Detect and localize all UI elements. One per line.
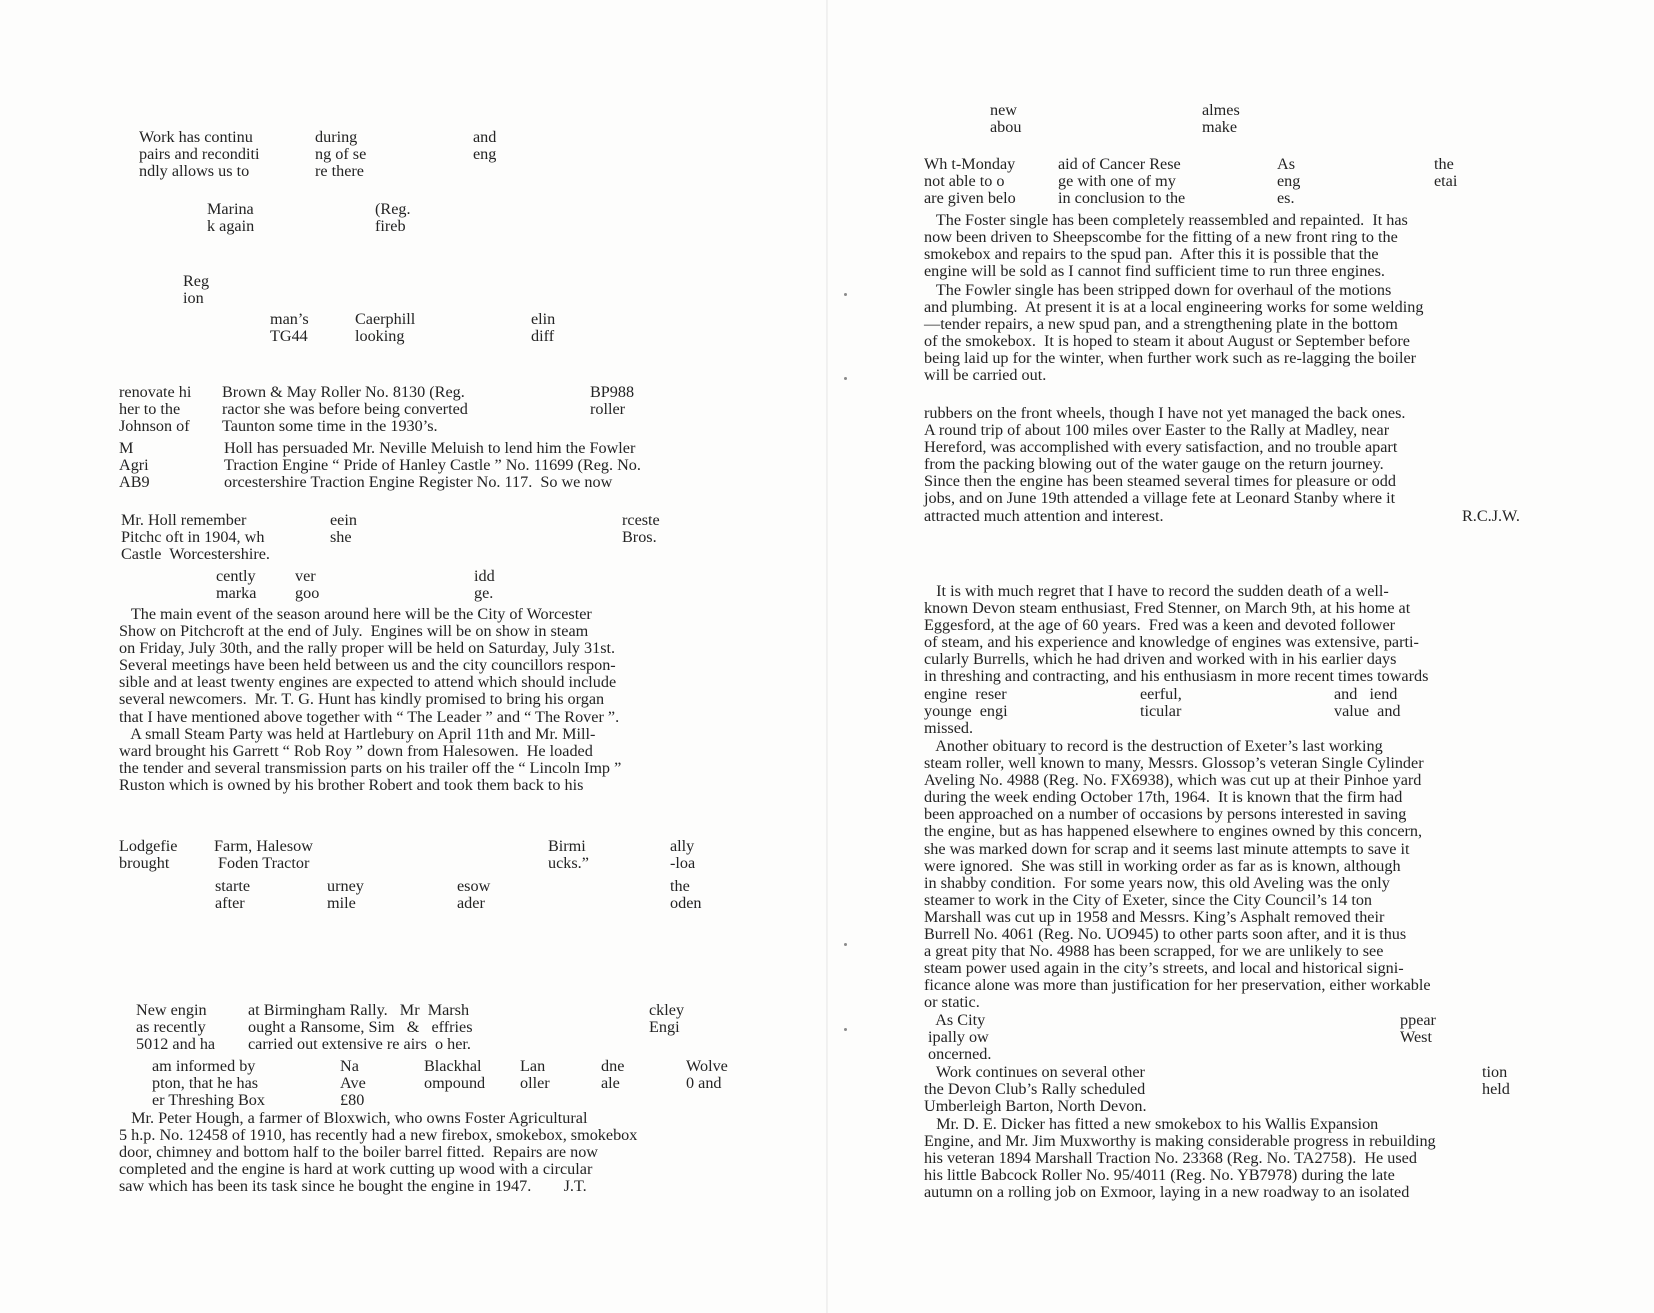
paragraph: Mr. Peter Hough, a farmer of Bloxwich, who owns Foster Agricultural 5 h.p. No. 12458 of 1910, has recently had a new firebox, smokebox, smokebox door, chimney and bottom half to the boiler barrel fitted. Repairs are now completed and the engine is hard at work cutting up wood with a circular saw which has been its task since he bought the engine in 1947. J.T. bbox=[119, 1109, 638, 1196]
text-fragment: the etai bbox=[1434, 155, 1458, 191]
text-fragment: Lan oller bbox=[520, 1057, 550, 1093]
text-fragment: As eng es. bbox=[1277, 155, 1301, 208]
text-fragment: dne ale bbox=[601, 1057, 625, 1093]
paragraph: The main event of the season around here will be the City of Worcester Show on Pitchcroft at the end of July. Engines will be on show in steam on Friday, July 30th, and the rally proper will be held on Saturday, July 31st. Several meetings have been held between us and the city councillors respon- sible and at least twenty engines are expected to attend which should include several newcomers. Mr. T. G. Hunt has kindly promised to bring his organ that I have mentioned above together with “ The Leader ” and “ The Rover ”. bbox=[119, 605, 620, 726]
text-fragment: ppear West bbox=[1400, 1011, 1436, 1047]
page-dot bbox=[844, 293, 847, 296]
text-fragment: new abou bbox=[990, 101, 1022, 137]
text-fragment: during ng of se re there bbox=[315, 128, 367, 181]
signature-initials: R.C.J.W. bbox=[1462, 507, 1520, 525]
text-fragment: ally -loa bbox=[670, 837, 696, 873]
paragraph: The Fowler single has been stripped down for overhaul of the motions and plumbing. At present it is at a local engineering works for some welding —tender repairs, a new spud pan, and a strengthening plate in the bottom of the smokebox. It is hoped to steam it about August or September before being laid up for the winter, when further work such as re-lagging the boiler will be carried out. bbox=[924, 281, 1424, 385]
text-fragment: elin diff bbox=[531, 310, 556, 346]
text-fragment: and iend value and bbox=[1334, 685, 1401, 721]
text-fragment: Birmi ucks.” bbox=[548, 837, 589, 873]
text-fragment: almes make bbox=[1202, 101, 1240, 137]
text-fragment: Wolve 0 and bbox=[686, 1057, 728, 1093]
text-fragment: ckley Engi bbox=[649, 1001, 685, 1037]
text-fragment: the oden bbox=[670, 877, 702, 913]
page-dot bbox=[844, 1028, 847, 1031]
paragraph: A small Steam Party was held at Hartlebury on April 11th and Mr. Mill- ward brought his Garrett “ Rob Roy ” down from Halesowen. He loaded the tender and several transmission parts on his trailer off the “ Lincoln Imp ” Ruston which is owned by his brother Robert and took them back to his bbox=[119, 725, 622, 795]
text-fragment: renovate hi her to the Johnson of bbox=[119, 383, 192, 436]
text-fragment: aid of Cancer Rese ge with one of my in conclusion to the bbox=[1058, 155, 1186, 208]
text-fragment: Farm, Halesow Foden Tractor bbox=[214, 837, 313, 873]
text-fragment: esow ader bbox=[457, 877, 491, 913]
text-fragment: Marina k again bbox=[207, 200, 255, 236]
paragraph: It is with much regret that I have to record the sudden death of a well- known Devon steam enthusiast, Fred Stenner, on March 9th, at his home at Eggesford, at the age of 60 years. Fred was a keen and devoted follower of steam, and his experience and knowledge of engines was extensive, parti- cularly Burrells, which he had driven and worked with in his earlier days in threshing and contracting, and his enthusiasm in more recent times towards bbox=[924, 582, 1429, 686]
page-gutter bbox=[826, 0, 828, 1313]
text-fragment: Wh t-Monday not able to o are given belo bbox=[924, 155, 1016, 208]
text-fragment: cently marka bbox=[216, 567, 257, 603]
text-fragment: ver goo bbox=[295, 567, 320, 603]
text-fragment: New engin as recently 5012 and ha bbox=[136, 1001, 216, 1054]
paragraph: The Foster single has been completely reassembled and repainted. It has now been driven to Sheepscombe for the fitting of a new front ring to the smokebox and repairs to the spud pan. After this it is possible that the engine will be sold as I cannot find sufficient time to run three engines. bbox=[924, 211, 1408, 281]
text-fragment: at Birmingham Rally. Mr Marsh ought a Ransome, Sim & effries carried out extensive re airs o her. bbox=[248, 1001, 473, 1054]
text-fragment: (Reg. fireb bbox=[375, 200, 411, 236]
text-fragment: engine reser younge engi missed. bbox=[924, 685, 1008, 738]
text-fragment: Mr. Holl remember Pitchc oft in 1904, wh Castle Worcestershire. bbox=[121, 511, 270, 564]
text-fragment: and eng bbox=[473, 128, 497, 164]
text-fragment: rceste Bros. bbox=[622, 511, 660, 547]
paragraph: Mr. D. E. Dicker has fitted a new smokebox to his Wallis Expansion Engine, and Mr. Jim Muxworthy is making considerable progress in rebuilding his veteran 1894 Marshall Traction No. 23368 (Reg. No. TA2758). He used his little Babcock Roller No. 95/4011 (Reg. No. YB7978) during the late autumn on a rolling job on Exmoor, laying in a new roadway to an isolated bbox=[924, 1115, 1436, 1202]
text-fragment: Work continues on several other the Devon Club’s Rally scheduled Umberleigh Barton, North Devon. bbox=[924, 1063, 1147, 1116]
text-fragment: As City ipally ow oncerned. bbox=[928, 1011, 992, 1064]
paragraph: Another obituary to record is the destruction of Exeter’s last working steam roller, well known to many, Messrs. Glossop’s veteran Single Cylinder Aveling No. 4988 (Reg. No. FX6938), which was cut up at their Pinhoe yard during the week ending October 17th, 1964. It is known that the firm had been approached on a number of occasions by persons interested in saving the engine, but as has happened elsewhere to engines owned by this concern, she was marked down for scrap and it seems last minute attempts to save it were ignored. She was still in working order as far as is known, although in shabby condition. For some years now, this old Aveling was the only steamer to work in the City of Exeter, since the City Council’s 14 ton Marshall was cut up in 1958 and Messrs. King’s Asphalt removed their Burrell No. 4061 (Reg. No. UO945) to other parts soon after, and it is thus a great pity that No. 4988 has been scrapped, for we are unlikely to see steam power used again in the city’s streets, and local and historical signi- ficance alone was more than justification for her preservation, either workable or static. bbox=[924, 737, 1431, 1012]
text-fragment: am informed by pton, that he has er Threshing Box bbox=[152, 1057, 265, 1110]
text-fragment: idd ge. bbox=[474, 567, 495, 603]
page-dot bbox=[844, 943, 847, 946]
text-fragment: Blackhal ompound bbox=[424, 1057, 486, 1093]
text-fragment: urney mile bbox=[327, 877, 364, 913]
text-fragment: Holl has persuaded Mr. Neville Meluish to lend him the Fowler Traction Engine “ Pride of Hanley Castle ” No. 11699 (Reg. No. orcestershire Traction Engine Register No. 117. So we now bbox=[224, 439, 641, 492]
text-fragment: Reg ion bbox=[183, 272, 210, 308]
text-fragment: Lodgefie brought bbox=[119, 837, 178, 873]
paragraph: rubbers on the front wheels, though I have not yet managed the back ones. A round trip of about 100 miles over Easter to the Rally at Madley, near Hereford, was accomplished with every satisfaction, and no trouble apart from the packing blowing out of the water gauge on the return journey. Since then the engine has been steamed several times for pleasure or odd jobs, and on June 19th attended a village fete at Leonard Stanby where it attracted much attention and interest. bbox=[924, 404, 1406, 525]
text-fragment: Na Ave £80 bbox=[340, 1057, 366, 1110]
page-dot bbox=[844, 377, 847, 380]
text-fragment: tion held bbox=[1482, 1063, 1510, 1099]
text-fragment: Caerphill looking bbox=[355, 310, 416, 346]
text-fragment: Work has continu pairs and reconditi ndly allows us to bbox=[139, 128, 260, 181]
text-fragment: eerful, ticular bbox=[1140, 685, 1182, 721]
text-fragment: M Agri AB9 bbox=[119, 439, 150, 492]
text-fragment: starte after bbox=[215, 877, 251, 913]
text-fragment: Brown & May Roller No. 8130 (Reg. ractor she was before being converted Taunton some time in the 1930’s. bbox=[222, 383, 468, 436]
text-fragment: man’s TG44 bbox=[270, 310, 309, 346]
text-fragment: BP988 roller bbox=[590, 383, 635, 419]
text-fragment: eein she bbox=[330, 511, 357, 547]
